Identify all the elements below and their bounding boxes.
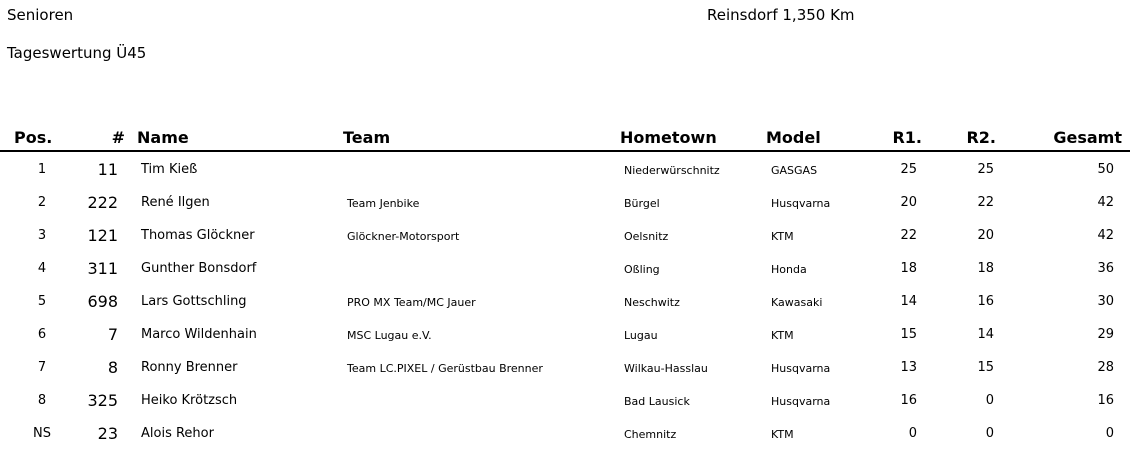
- cell-pos: 5: [37, 294, 47, 309]
- table-row: [0, 419, 1130, 452]
- cell-num: 325: [87, 391, 118, 410]
- cell-total: 50: [1097, 162, 1114, 177]
- subtitle: Tageswertung Ü45: [7, 44, 147, 62]
- cell-pos: 8: [37, 393, 47, 408]
- cell-r1: 22: [900, 228, 917, 243]
- cell-r1: 18: [900, 261, 917, 276]
- table-row: [0, 287, 1130, 320]
- cell-num: 8: [107, 358, 118, 377]
- cell-name: Heiko Krötzsch: [141, 393, 238, 408]
- cell-r1: 16: [900, 393, 917, 408]
- cell-pos: 4: [37, 261, 47, 276]
- cell-r2: 22: [977, 195, 994, 210]
- cell-total: 42: [1097, 195, 1114, 210]
- cell-r1: 15: [900, 327, 917, 342]
- col-r2: R2.: [966, 128, 996, 147]
- category-title: Senioren: [7, 6, 74, 24]
- cell-hometown: Lugau: [624, 329, 658, 342]
- cell-total: 42: [1097, 228, 1114, 243]
- cell-pos: 1: [37, 162, 47, 177]
- cell-model: KTM: [771, 329, 794, 342]
- cell-hometown: Bürgel: [624, 197, 660, 210]
- cell-num: 121: [87, 226, 118, 245]
- cell-team: Team LC.PIXEL / Gerüstbau Brenner: [347, 362, 543, 375]
- cell-total: 36: [1097, 261, 1114, 276]
- cell-r2: 25: [977, 162, 994, 177]
- cell-r2: 0: [985, 426, 994, 441]
- cell-r1: 20: [900, 195, 917, 210]
- cell-r2: 16: [977, 294, 994, 309]
- cell-r2: 0: [985, 393, 994, 408]
- cell-pos: NS: [33, 426, 51, 441]
- table-row: [0, 320, 1130, 353]
- cell-model: Husqvarna: [771, 362, 831, 375]
- cell-team: Glöckner-Motorsport: [347, 230, 460, 243]
- cell-name: Ronny Brenner: [141, 360, 238, 375]
- cell-total: 28: [1097, 360, 1114, 375]
- cell-num: 23: [97, 424, 118, 443]
- cell-pos: 2: [37, 195, 47, 210]
- cell-model: KTM: [771, 230, 794, 243]
- cell-hometown: Chemnitz: [624, 428, 677, 441]
- table-row: [0, 155, 1130, 188]
- cell-total: 16: [1097, 393, 1114, 408]
- cell-hometown: Oelsnitz: [624, 230, 669, 243]
- cell-num: 222: [87, 193, 118, 212]
- cell-name: René Ilgen: [141, 195, 210, 210]
- cell-name: Tim Kieß: [141, 162, 198, 177]
- col-name: Name: [137, 128, 189, 147]
- cell-r2: 15: [977, 360, 994, 375]
- cell-r1: 0: [908, 426, 917, 441]
- cell-name: Marco Wildenhain: [141, 327, 257, 342]
- cell-r1: 14: [900, 294, 917, 309]
- cell-total: 0: [1105, 426, 1114, 441]
- cell-num: 311: [87, 259, 118, 278]
- cell-model: Kawasaki: [771, 296, 823, 309]
- col-pos: Pos.: [14, 128, 53, 147]
- cell-pos: 6: [37, 327, 47, 342]
- cell-hometown: Neschwitz: [624, 296, 680, 309]
- table-row: [0, 386, 1130, 419]
- col-num: #: [111, 128, 125, 147]
- cell-name: Gunther Bonsdorf: [141, 261, 257, 276]
- cell-num: 11: [97, 160, 118, 179]
- cell-r1: 13: [900, 360, 917, 375]
- cell-pos: 7: [37, 360, 47, 375]
- cell-r1: 25: [900, 162, 917, 177]
- cell-name: Thomas Glöckner: [141, 228, 255, 243]
- cell-pos: 3: [37, 228, 47, 243]
- table-row: [0, 221, 1130, 254]
- cell-team: PRO MX Team/MC Jauer: [347, 296, 476, 309]
- cell-num: 698: [87, 292, 118, 311]
- cell-total: 29: [1097, 327, 1114, 342]
- cell-team: MSC Lugau e.V.: [347, 329, 432, 342]
- col-team: Team: [343, 128, 391, 147]
- cell-r2: 18: [977, 261, 994, 276]
- cell-model: Husqvarna: [771, 395, 831, 408]
- cell-total: 30: [1097, 294, 1114, 309]
- cell-hometown: Niederwürschnitz: [624, 164, 720, 177]
- col-r1: R1.: [892, 128, 922, 147]
- table-header: [0, 128, 1130, 152]
- location: Reinsdorf 1,350 Km: [707, 6, 855, 24]
- table-row: [0, 188, 1130, 221]
- col-total: Gesamt: [1053, 128, 1122, 147]
- cell-model: KTM: [771, 428, 794, 441]
- cell-num: 7: [107, 325, 118, 344]
- cell-r2: 14: [977, 327, 994, 342]
- cell-model: GASGAS: [771, 164, 818, 177]
- cell-hometown: Bad Lausick: [624, 395, 690, 408]
- cell-hometown: Wilkau-Hasslau: [624, 362, 708, 375]
- table-row: [0, 254, 1130, 287]
- cell-model: Husqvarna: [771, 197, 831, 210]
- cell-team: Team Jenbike: [347, 197, 420, 210]
- table-row: [0, 353, 1130, 386]
- col-hometown: Hometown: [620, 128, 717, 147]
- cell-name: Lars Gottschling: [141, 294, 247, 309]
- col-model: Model: [766, 128, 821, 147]
- cell-model: Honda: [771, 263, 807, 276]
- cell-name: Alois Rehor: [141, 426, 214, 441]
- cell-r2: 20: [977, 228, 994, 243]
- cell-hometown: Oßling: [624, 263, 660, 276]
